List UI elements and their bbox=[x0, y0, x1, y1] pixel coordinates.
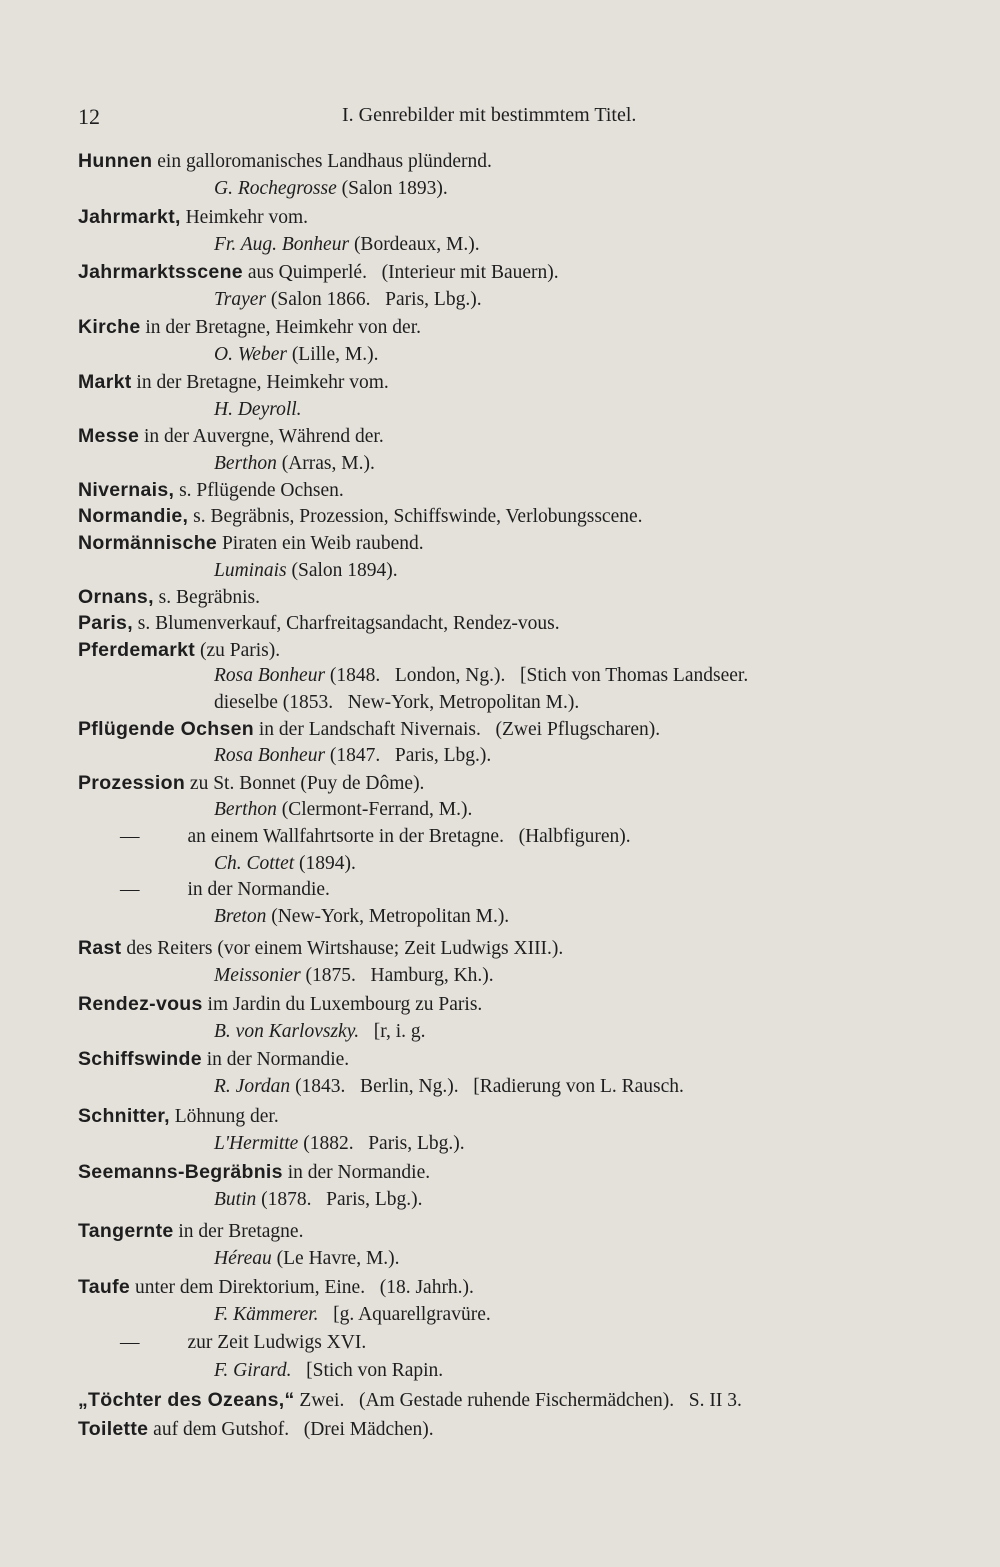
entry-keyword: Seemanns-Begräbnis bbox=[78, 1161, 283, 1183]
entry-line bbox=[78, 610, 560, 636]
entry-keyword: Ornans, bbox=[78, 586, 154, 608]
attribution-line bbox=[214, 904, 509, 930]
artist-name: G. Rochegrosse bbox=[214, 178, 337, 199]
entry-line bbox=[78, 991, 482, 1017]
attribution-line bbox=[214, 1019, 426, 1045]
artist-name: Meissonier bbox=[214, 965, 301, 986]
artist-name: Héreau bbox=[214, 1248, 272, 1269]
entry-line bbox=[78, 935, 563, 961]
entry-keyword: Pferdemarkt bbox=[78, 639, 196, 661]
attribution-text: (Salon 1866. Paris, Lbg.). bbox=[266, 289, 482, 310]
artist-name: Berthon bbox=[214, 799, 277, 820]
entry-text: Heimkehr vom. bbox=[180, 207, 308, 228]
entry-text: in der Bretagne, Heimkehr von der. bbox=[140, 317, 421, 338]
entry-keyword: Normandie, bbox=[78, 505, 189, 527]
running-title: I. Genrebilder mit bestimmtem Titel. bbox=[342, 104, 637, 126]
attribution-line bbox=[214, 287, 482, 313]
entry-keyword: Pflügende Ochsen bbox=[78, 718, 254, 740]
attribution-text: dieselbe (1853. New-York, Metropolitan M.). bbox=[214, 692, 580, 713]
entry-line bbox=[78, 1416, 434, 1442]
artist-name: B. von Karlovszky. bbox=[214, 1021, 360, 1042]
artist-name: H. Deyroll. bbox=[214, 399, 302, 420]
entry-line bbox=[78, 369, 389, 395]
sub-entry-line bbox=[120, 1330, 366, 1356]
entry-keyword: Schnitter, bbox=[78, 1105, 170, 1127]
entry-text: in der Bretagne. bbox=[173, 1221, 304, 1242]
entry-line bbox=[78, 148, 492, 174]
attribution-text: (Salon 1894). bbox=[286, 560, 398, 581]
entry-text: zu St. Bonnet (Puy de Dôme). bbox=[185, 773, 425, 794]
entry-text: s. Begräbnis, Prozession, Schiffswinde, Verlobungsscene. bbox=[188, 506, 643, 527]
entry-text: zur Zeit Ludwigs XVI. bbox=[187, 1332, 367, 1353]
attribution-line bbox=[214, 963, 494, 989]
entry-text: Zwei. (Am Gestade ruhende Fischermädchen). S. II 3. bbox=[294, 1390, 742, 1411]
entry-line bbox=[78, 584, 260, 610]
entry-text: im Jardin du Luxembourg zu Paris. bbox=[202, 994, 483, 1015]
entry-line bbox=[78, 716, 660, 742]
attribution-text: (1848. London, Ng.). [Stich von Thomas Landseer. bbox=[325, 665, 749, 686]
attribution-text: [r, i. g. bbox=[359, 1021, 426, 1042]
attribution-text: (Clermont-Ferrand, M.). bbox=[276, 799, 473, 820]
entry-keyword: Tangernte bbox=[78, 1220, 174, 1242]
entry-text: unter dem Direktorium, Eine. (18. Jahrh.). bbox=[130, 1277, 474, 1298]
attribution-line bbox=[214, 690, 579, 716]
entry-line bbox=[78, 1159, 430, 1185]
artist-name: Trayer bbox=[214, 289, 267, 310]
entry-keyword: Hunnen bbox=[78, 150, 153, 172]
entry-line bbox=[78, 530, 424, 556]
artist-name: Butin bbox=[214, 1189, 257, 1210]
entry-keyword: Taufe bbox=[78, 1276, 131, 1298]
entry-keyword: Jahrmarktsscene bbox=[78, 261, 243, 283]
entry-text: ein galloromanisches Landhaus plündernd. bbox=[152, 151, 492, 172]
attribution-text: (1894). bbox=[294, 853, 356, 874]
attribution-text: (1875. Hamburg, Kh.). bbox=[300, 965, 494, 986]
entry-line bbox=[78, 1387, 742, 1413]
entry-line bbox=[78, 1046, 349, 1072]
entry-line bbox=[78, 423, 384, 449]
attribution-text: (Lille, M.). bbox=[286, 344, 379, 365]
entry-keyword: Jahrmarkt, bbox=[78, 206, 181, 228]
artist-name: Breton bbox=[214, 906, 267, 927]
attribution-line bbox=[214, 663, 748, 689]
attribution-text: [g. Aquarellgravüre. bbox=[318, 1304, 491, 1325]
entry-keyword: Toilette bbox=[78, 1418, 149, 1440]
entry-text: aus Quimperlé. (Interieur mit Bauern). bbox=[242, 262, 559, 283]
entry-keyword: Schiffswinde bbox=[78, 1048, 202, 1070]
attribution-text: (Le Havre, M.). bbox=[271, 1248, 400, 1269]
artist-name: L'Hermitte bbox=[214, 1133, 299, 1154]
entry-line bbox=[78, 770, 424, 796]
sub-entry-line bbox=[120, 877, 330, 903]
entry-text: in der Normandie. bbox=[201, 1049, 350, 1070]
entry-text: in der Normandie. bbox=[187, 879, 330, 900]
entry-keyword: Kirche bbox=[78, 316, 141, 338]
artist-name: Ch. Cottet bbox=[214, 853, 295, 874]
attribution-text: (Bordeaux, M.). bbox=[349, 234, 480, 255]
entry-text: in der Normandie. bbox=[282, 1162, 431, 1183]
entry-text: in der Landschaft Nivernais. (Zwei Pflugscharen). bbox=[254, 719, 661, 740]
page-number: 12 bbox=[78, 104, 100, 129]
entry-line bbox=[78, 204, 308, 230]
attribution-text: (Salon 1893). bbox=[336, 178, 448, 199]
attribution-line bbox=[214, 743, 491, 769]
ditto-dash: — bbox=[120, 1332, 140, 1353]
attribution-line bbox=[214, 1187, 423, 1213]
attribution-line bbox=[214, 1358, 443, 1384]
attribution-line bbox=[214, 451, 375, 477]
entry-keyword: Prozession bbox=[78, 772, 186, 794]
entry-line bbox=[78, 477, 344, 503]
entry-text: s. Pflügende Ochsen. bbox=[174, 480, 344, 501]
entry-text: auf dem Gutshof. (Drei Mädchen). bbox=[148, 1419, 434, 1440]
attribution-line bbox=[214, 397, 302, 423]
artist-name: R. Jordan bbox=[214, 1076, 291, 1097]
sub-entry-line bbox=[120, 824, 631, 850]
entry-text: des Reiters (vor einem Wirtshause; Zeit Ludwigs XIII.). bbox=[121, 938, 564, 959]
attribution-line bbox=[214, 558, 398, 584]
entry-text: Piraten ein Weib raubend. bbox=[217, 533, 424, 554]
entry-line bbox=[78, 1103, 279, 1129]
entry-text: in der Bretagne, Heimkehr vom. bbox=[131, 372, 389, 393]
ditto-dash: — bbox=[120, 826, 140, 847]
attribution-line bbox=[214, 797, 472, 823]
artist-name: O. Weber bbox=[214, 344, 287, 365]
attribution-text: (1847. Paris, Lbg.). bbox=[325, 745, 492, 766]
attribution-text: (1843. Berlin, Ng.). [Radierung von L. Rausch. bbox=[290, 1076, 684, 1097]
artist-name: F. Kämmerer. bbox=[214, 1304, 319, 1325]
entry-line bbox=[78, 1218, 303, 1244]
artist-name: Rosa Bonheur bbox=[214, 745, 326, 766]
entry-text: Löhnung der. bbox=[169, 1106, 279, 1127]
artist-name: Luminais bbox=[214, 560, 287, 581]
entry-keyword: „Töchter des Ozeans,“ bbox=[78, 1389, 295, 1411]
attribution-text: (1878. Paris, Lbg.). bbox=[256, 1189, 423, 1210]
artist-name: F. Girard. bbox=[214, 1360, 292, 1381]
ditto-dash: — bbox=[120, 879, 140, 900]
entry-keyword: Paris, bbox=[78, 612, 133, 634]
attribution-line bbox=[214, 851, 356, 877]
attribution-line bbox=[214, 342, 378, 368]
entry-text: s. Begräbnis. bbox=[153, 587, 260, 608]
attribution-line bbox=[214, 1302, 491, 1328]
attribution-text: (New-York, Metropolitan M.). bbox=[266, 906, 510, 927]
attribution-text: (1882. Paris, Lbg.). bbox=[298, 1133, 465, 1154]
entry-keyword: Rendez-vous bbox=[78, 993, 203, 1015]
entry-line bbox=[78, 314, 421, 340]
attribution-line bbox=[214, 176, 448, 202]
entry-text: s. Blumenverkauf, Charfreitagsandacht, Rendez-vous. bbox=[132, 613, 560, 634]
artist-name: Fr. Aug. Bonheur bbox=[214, 234, 350, 255]
entry-text: an einem Wallfahrtsorte in der Bretagne. (Halbfiguren). bbox=[187, 826, 631, 847]
entry-line bbox=[78, 1274, 474, 1300]
attribution-text: [Stich von Rapin. bbox=[291, 1360, 444, 1381]
artist-name: Berthon bbox=[214, 453, 277, 474]
entry-keyword: Rast bbox=[78, 937, 122, 959]
entry-keyword: Normännische bbox=[78, 532, 218, 554]
entry-keyword: Messe bbox=[78, 425, 140, 447]
entry-line bbox=[78, 637, 280, 663]
attribution-text: (Arras, M.). bbox=[276, 453, 375, 474]
entry-line bbox=[78, 259, 559, 285]
entry-line bbox=[78, 503, 643, 529]
attribution-line bbox=[214, 1246, 400, 1272]
attribution-line bbox=[214, 1074, 684, 1100]
entry-text: in der Auvergne, Während der. bbox=[139, 426, 384, 447]
artist-name: Rosa Bonheur bbox=[214, 665, 326, 686]
entry-keyword: Markt bbox=[78, 371, 132, 393]
attribution-line bbox=[214, 1131, 465, 1157]
attribution-line bbox=[214, 232, 480, 258]
entry-keyword: Nivernais, bbox=[78, 479, 175, 501]
entry-text: (zu Paris). bbox=[195, 640, 281, 661]
